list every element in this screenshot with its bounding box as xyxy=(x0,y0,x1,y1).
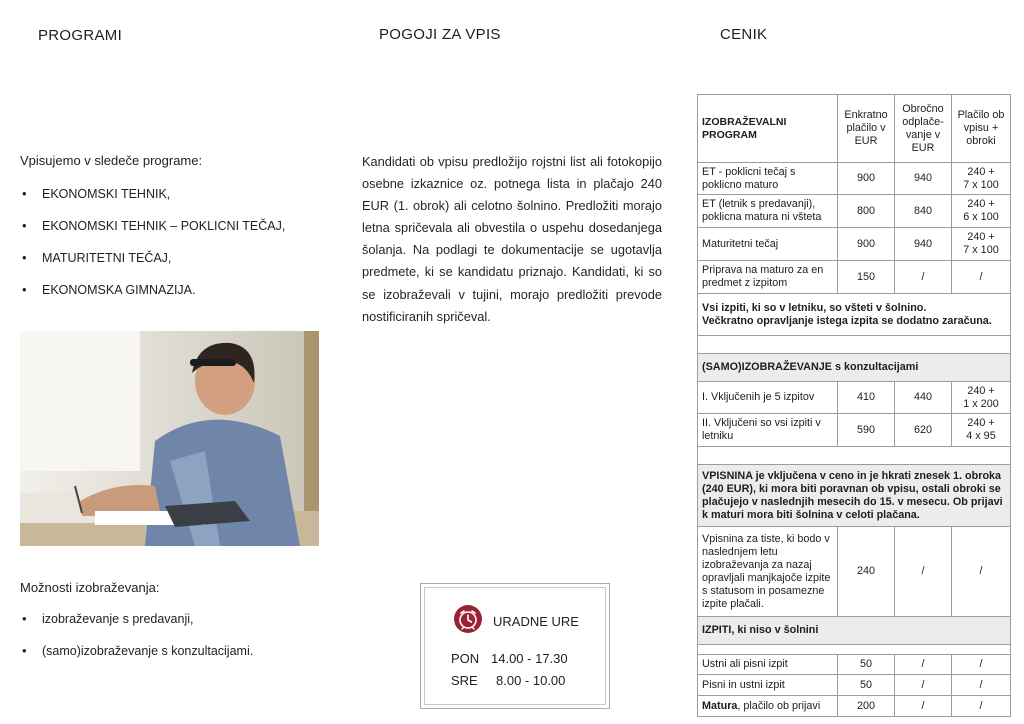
cell-pay-line2: 7 x 100 xyxy=(963,244,999,256)
cell-once: 590 xyxy=(838,414,895,447)
section-title: (SAMO)IZOBRAŽEVANJE s konzultacijami xyxy=(698,354,1011,382)
note-rest: je vključena v ceno in je hkrati znesek 1. obroka (240 EUR), ki mora biti poravnan ob vpisu, ostali obroki se plačujejo v naslednjih mesecih do 15. v mesecu. Ob prijavi k maturi mora biti šolnina v celoti plačana. xyxy=(702,469,1003,521)
table-row xyxy=(698,195,1011,228)
spacer-cell xyxy=(698,336,1011,354)
programs-intro: Vpisujemo v sledeče programe: xyxy=(20,153,203,168)
cell-name: ET (letnik s predavanji), poklicna matura ni všteta xyxy=(698,195,838,228)
cell-pay: / xyxy=(952,675,1011,696)
cell-inst: 940 xyxy=(895,163,952,195)
spacer-cell xyxy=(698,447,1011,465)
note-bold: VPISNINA xyxy=(702,469,753,482)
cell-pay xyxy=(952,195,1011,228)
cell-name: Priprava na maturo za en predmet z izpitom xyxy=(698,261,838,294)
cell-inst: 440 xyxy=(895,382,952,414)
cell-pay: / xyxy=(952,527,1011,617)
hours-title: URADNE URE xyxy=(493,614,579,629)
cell-pay-line1: 240 + xyxy=(967,384,995,397)
hours-row-pon xyxy=(451,651,568,666)
table-row xyxy=(698,675,1011,696)
cell-name: Ustni ali pisni izpit xyxy=(698,655,838,675)
cell-pay: / xyxy=(952,655,1011,675)
cell-pay-line2: 1 x 200 xyxy=(963,397,999,410)
cell-inst: / xyxy=(895,261,952,294)
cell-name: ET - poklicni tečaj s poklicno maturo xyxy=(698,163,838,195)
header-once: Enkratno plačilo v EUR xyxy=(838,95,895,163)
cell-name: Maturitetni tečaj xyxy=(698,228,838,261)
cell-inst: / xyxy=(895,527,952,617)
cell-once: 240 xyxy=(838,527,895,617)
cell-once: 800 xyxy=(838,195,895,228)
cell-inst: 840 xyxy=(895,195,952,228)
list-item: • EKONOMSKA GIMNAZIJA. xyxy=(20,282,285,314)
heading-cenik: CENIK xyxy=(720,26,768,43)
cell-once: 50 xyxy=(838,675,895,696)
cell-once: 900 xyxy=(838,228,895,261)
cell-pay-line1: 240 + xyxy=(967,231,995,243)
programs-list xyxy=(20,186,285,314)
table-row xyxy=(698,414,1011,447)
cell-pay xyxy=(952,228,1011,261)
list-item: • izobraževanje s predavanji, xyxy=(20,611,253,643)
note-line1: Vsi izpiti, ki so v letniku, so všteti v šolnino. xyxy=(702,301,927,314)
cell-pay: / xyxy=(952,696,1011,717)
cell-inst: / xyxy=(895,675,952,696)
cell-name: I. Vključenih je 5 izpitov xyxy=(698,382,838,414)
cell-inst: 620 xyxy=(895,414,952,447)
cell-once: 200 xyxy=(838,696,895,717)
table-row xyxy=(698,163,1011,195)
cell-name-bold: Matura xyxy=(702,699,738,712)
note-row xyxy=(698,294,1011,336)
cell-pay-line1: 240 + xyxy=(967,417,995,429)
cell-name-rest: , plačilo ob prijavi xyxy=(737,699,821,712)
table-header-row xyxy=(698,95,1011,163)
cell-once: 900 xyxy=(838,163,895,195)
price-table xyxy=(697,94,1011,717)
list-item: • EKONOMSKI TEHNIK, xyxy=(20,186,285,218)
cell-pay-line1: 240 + xyxy=(967,165,995,178)
student-photo xyxy=(20,331,319,546)
cell-pay xyxy=(952,163,1011,195)
cell-name: Pisni in ustni izpit xyxy=(698,675,838,696)
table-row xyxy=(698,527,1011,617)
list-item: • (samo)izobraževanje s konzultacijami. xyxy=(20,643,253,675)
heading-pogoji: POGOJI ZA VPIS xyxy=(379,26,501,43)
hours-time: 14.00 - 17.30 xyxy=(491,651,568,666)
heading-programi: PROGRAMI xyxy=(38,27,123,44)
header-installments: Obročno odplače-vanje v EUR xyxy=(895,95,952,163)
table-row xyxy=(698,382,1011,414)
table-row xyxy=(698,696,1011,717)
cell-pay: / xyxy=(952,261,1011,294)
conditions-text: Kandidati ob vpisu predložijo rojstni list ali fotokopijo osebne izkaznice oz. potnega lista in plačajo 240 EUR (1. obrok) ali celotno šolnino. Predložiti morajo letna spričevala ali obvestila o uspehu dosedanjega šolanja. Na podlagi te dokumentacije se ugotavlja predmete, ki se kandidatu priznajo. Kandidati, ki so se izobraževali v tujini, morajo predložiti prevode nostificiranih spričeval. xyxy=(362,154,662,324)
cell-name: Vpisnina za tiste, ki bodo v naslednjem letu izobraževanja za nazaj opravljali manjkajoče izpite s statusom in posamezne izpite plačali. xyxy=(698,527,838,617)
cell-inst: / xyxy=(895,655,952,675)
cell-name xyxy=(698,696,838,717)
cell-inst: 940 xyxy=(895,228,952,261)
note-exams xyxy=(698,294,1011,336)
section-row xyxy=(698,617,1011,645)
cell-pay-line2: 4 x 95 xyxy=(966,430,996,442)
table-row xyxy=(698,261,1011,294)
hours-time: 8.00 - 10.00 xyxy=(496,673,566,688)
spacer-row xyxy=(698,645,1011,655)
cell-inst: / xyxy=(895,696,952,717)
cell-once: 150 xyxy=(838,261,895,294)
spacer-row xyxy=(698,336,1011,354)
spacer-row xyxy=(698,447,1011,465)
hours-day: SRE xyxy=(451,673,478,688)
cell-pay xyxy=(952,414,1011,447)
spacer-cell xyxy=(698,645,1011,655)
header-payment: Plačilo ob vpisu + obroki xyxy=(952,95,1011,163)
cell-pay-line2: 6 x 100 xyxy=(963,211,999,223)
cell-pay-line2: 7 x 100 xyxy=(963,178,999,191)
list-item: • MATURITETNI TEČAJ, xyxy=(20,250,285,282)
office-hours-box xyxy=(420,583,610,709)
hours-day: PON xyxy=(451,651,480,666)
note-line2: Večkratno opravljanje istega izpita se dodatno zaračuna. xyxy=(702,314,992,327)
section-row xyxy=(698,354,1011,382)
section-title: IZPITI, ki niso v šolnini xyxy=(698,617,1011,645)
cell-once: 50 xyxy=(838,655,895,675)
table-row xyxy=(698,228,1011,261)
options-list xyxy=(20,611,253,675)
note-row xyxy=(698,465,1011,527)
cell-pay xyxy=(952,382,1011,414)
cell-name: II. Vključeni so vsi izpiti v letniku xyxy=(698,414,838,447)
options-intro: Možnosti izobraževanja: xyxy=(20,580,160,595)
hours-row-sre xyxy=(451,673,565,688)
note-vpisnina xyxy=(698,465,1011,527)
list-item: • EKONOMSKI TEHNIK – POKLICNI TEČAJ, xyxy=(20,218,285,250)
cell-pay-line1: 240 + xyxy=(967,198,995,210)
table-row xyxy=(698,655,1011,675)
cell-once: 410 xyxy=(838,382,895,414)
header-program: IZOBRAŽEVALNI PROGRAM xyxy=(698,95,838,163)
alarm-clock-icon xyxy=(454,605,482,633)
